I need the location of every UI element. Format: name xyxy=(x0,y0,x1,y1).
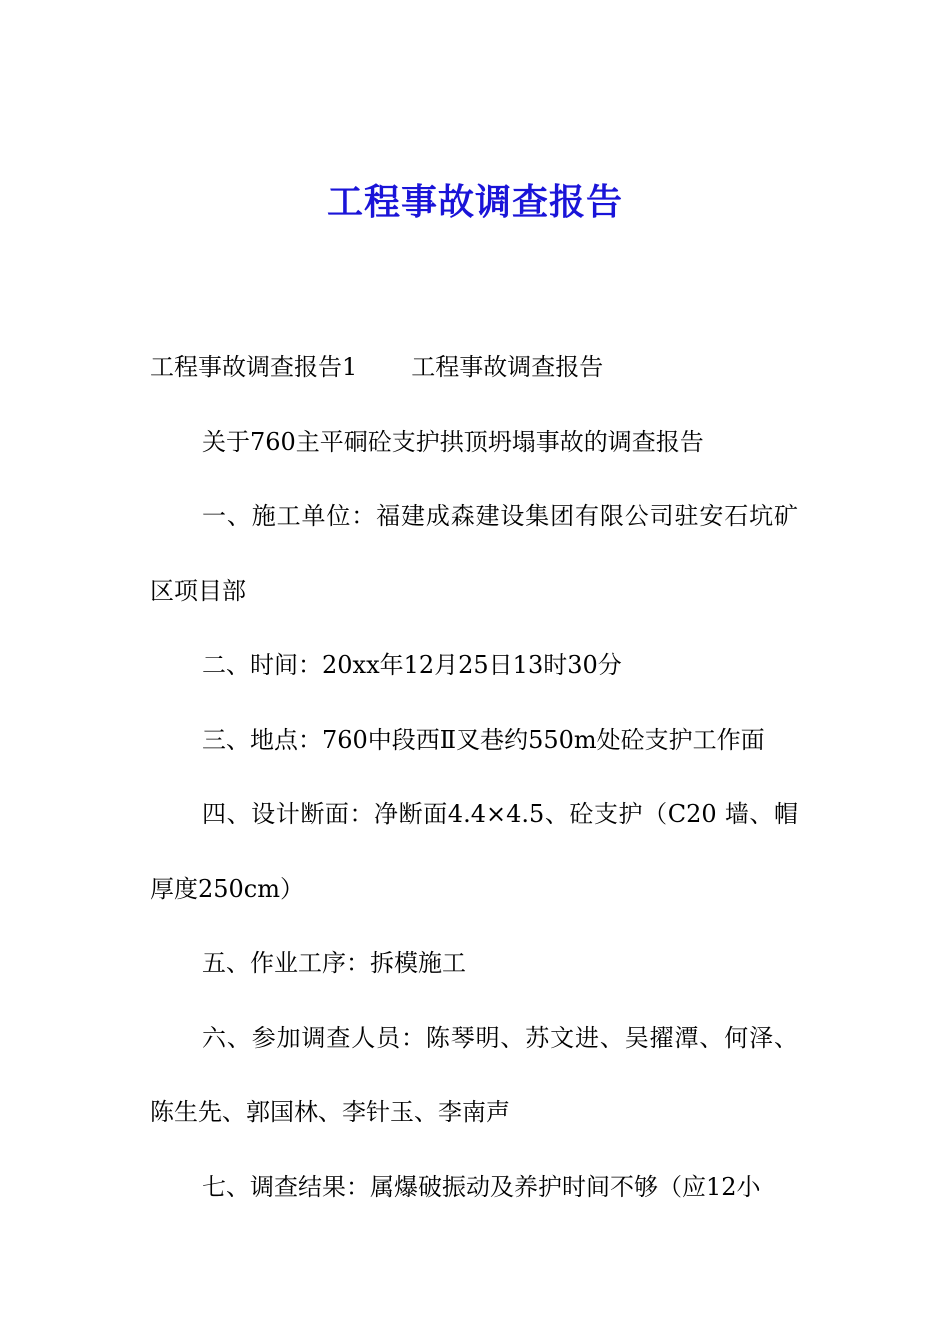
paragraph-location: 三、地点：760中段西Ⅱ叉巷约550m处砼支护工作面 xyxy=(202,725,765,754)
report-heading-line xyxy=(150,330,798,405)
paragraph-subject: 关于760主平硐砼支护拱顶坍塌事故的调查报告 xyxy=(202,427,704,456)
paragraph-findings: 七、调查结果：属爆破振动及养护时间不够（应12小 xyxy=(202,1172,761,1201)
document-body xyxy=(150,330,798,1224)
paragraph-construction-unit: 一、施工单位：福建成森建设集团有限公司驻安石坑矿区项目部 xyxy=(150,502,798,605)
document-title: 工程事故调查报告 xyxy=(326,181,623,223)
report-heading-repeat: 工程事故调查报告 xyxy=(411,353,604,381)
paragraph-design-section: 四、设计断面：净断面4.4×4.5、砼支护（C20 墙、帽厚度250cm） xyxy=(150,800,798,903)
report-heading-numbered: 工程事故调查报告1 xyxy=(150,353,358,381)
paragraph-investigators: 六、参加调查人员：陈琴明、苏文进、吴擢潭、何泽、陈生先、郭国林、李针玉、李南声 xyxy=(150,1023,798,1126)
paragraph-work-process: 五、作业工序：拆模施工 xyxy=(202,949,466,977)
paragraph-time: 二、时间：20xx年12月25日13时30分 xyxy=(202,651,622,679)
